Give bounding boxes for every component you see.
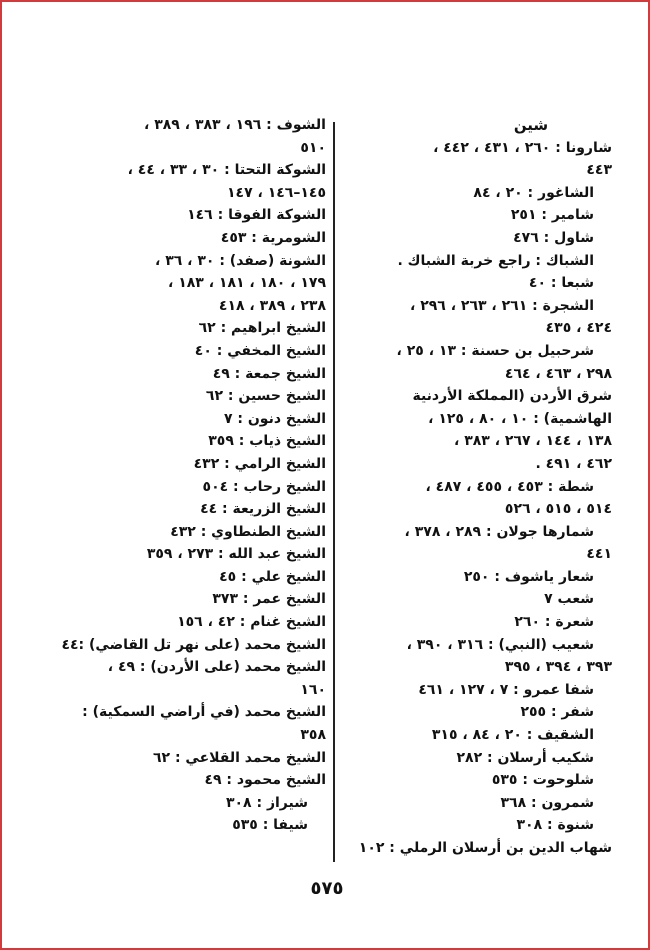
index-entry: الشيخ محمود : ٤٩ [204, 772, 326, 789]
index-entry: الشيخ ابراهيم : ٦٢ [198, 320, 326, 337]
index-entry-continuation: ٢٣٨ ، ٣٨٩ ، ٤١٨ [218, 297, 326, 314]
index-entry: الشيخ محمد (على الأردن) : ٤٩ ، [107, 659, 326, 676]
index-entry: شنوة : ٣٠٨ [516, 817, 594, 834]
index-entry: شعار ياشوف : ٢٥٠ [463, 568, 594, 585]
index-entry: الشيخ عبد الله : ٢٧٣ ، ٣٥٩ [146, 546, 326, 563]
index-entry-continuation: ١٤٥–١٤٦ ، ١٤٧ [227, 184, 326, 201]
index-entry: شهاب الدين بن أرسلان الرملي : ١٠٢ [358, 840, 612, 856]
index-entry: الشيخ المخفي : ٤٠ [194, 342, 326, 359]
index-entry: شيفا : ٥٣٥ [232, 817, 308, 834]
column-divider [333, 122, 335, 862]
index-entry-continuation: ٤٤١ [586, 546, 612, 563]
letter-heading: شين [513, 116, 549, 134]
index-entry: شعيب (النبي) : ٣١٦ ، ٣٩٠ ، [406, 636, 594, 653]
index-entry: شعرة : ٢٦٠ [514, 614, 594, 631]
index-entry: الشاغور : ٢٠ ، ٨٤ [473, 184, 594, 201]
index-entry: الشومرية : ٤٥٣ [220, 229, 326, 246]
index-entry-continuation: ٥١٠ [300, 139, 326, 156]
index-entry: شفر : ٢٥٥ [520, 704, 594, 721]
index-entry: الشقيف : ٢٠ ، ٨٤ ، ٣١٥ [431, 727, 594, 744]
index-entry: شاول : ٤٧٦ [513, 229, 594, 246]
index-entry: الشيخ الطنطاوي : ٤٣٢ [170, 523, 326, 540]
index-entry: الشوكة الفوقا : ١٤٦ [187, 207, 326, 224]
index-entry: شطة : ٤٥٣ ، ٤٥٥ ، ٤٨٧ ، [425, 478, 594, 495]
index-entry: شعب ٧ [544, 591, 594, 608]
page-number: ٥٧٥ [310, 878, 344, 899]
index-entry: الشجرة : ٢٦١ ، ٢٦٣ ، ٢٩٦ ، [410, 297, 594, 314]
index-entry-continuation: ٤٢٤ ، ٤٣٥ [545, 320, 612, 337]
index-entry-continuation: ١٣٨ ، ١٤٤ ، ٢٦٧ ، ٣٨٣ ، [454, 433, 612, 450]
index-entry: الشيخ عمر : ٣٧٣ [212, 591, 326, 608]
index-entry: الشيخ حسين : ٦٢ [205, 388, 326, 405]
index-entry-continuation: ٤٤٣ [586, 162, 612, 179]
index-entry: شارونا : ٢٦٠ ، ٤٣١ ، ٤٤٢ ، [433, 139, 612, 156]
index-entry: الشيخ غنام : ٤٢ ، ١٥٦ [177, 614, 326, 631]
index-entry: شرحبيل بن حسنة : ١٣ ، ٢٥ ، [396, 342, 594, 359]
index-entry-continuation: ٥١٤ ، ٥١٥ ، ٥٢٦ [504, 501, 612, 518]
index-entry: الشيخ الزريعة : ٤٤ [200, 501, 326, 518]
index-entry: الشوف : ١٩٦ ، ٣٨٣ ، ٣٨٩ ، [144, 117, 326, 133]
index-entry: شمارها جولان : ٢٨٩ ، ٣٧٨ ، [404, 523, 594, 540]
index-entry: الشوكة التحتا : ٣٠ ، ٣٣ ، ٤٤ ، [127, 162, 326, 179]
index-entry: الشيخ ذياب : ٣٥٩ [208, 433, 326, 450]
index-entry: شكيب أرسلان : ٢٨٢ [456, 749, 594, 766]
index-entry: شبعا : ٤٠ [528, 275, 594, 292]
index-entry: شفا عمرو : ٧ ، ١٢٧ ، ٤٦١ [418, 681, 594, 698]
index-entry: شيراز : ٣٠٨ [225, 794, 308, 811]
index-entry: شامير : ٢٥١ [510, 207, 594, 224]
index-entry-continuation: ١٦٠ [300, 681, 326, 698]
index-entry: الشيخ علي : ٤٥ [219, 568, 326, 585]
index-entry-continuation: ٤٦٢ ، ٤٩١ . [535, 455, 612, 472]
index-entry: شمرون : ٣٦٨ [500, 794, 594, 811]
index-entry: الشيخ رحاب : ٥٠٤ [202, 478, 326, 495]
index-entry: شرق الأردن (المملكة الأردنية [412, 388, 612, 405]
index-entry: الشيخ دنون : ٧ [223, 410, 326, 427]
index-entry: شلوحوت : ٥٣٥ [491, 772, 594, 789]
index-entry-continuation: ٢٩٨ ، ٤٦٣ ، ٤٦٤ [504, 365, 612, 382]
index-column-left [61, 114, 326, 837]
index-entry: الشباك : راجع خربة الشباك . [397, 252, 594, 269]
index-entry: الشيخ جمعة : ٤٩ [212, 365, 326, 382]
index-entry-continuation: الهاشمية) : ١٠ ، ٨٠ ، ١٢٥ ، [428, 410, 612, 427]
index-entry: الشونة (صفد) : ٣٠ ، ٣٦ ، [154, 252, 326, 269]
index-entry: الشيخ محمد القلاعي : ٦٢ [152, 749, 326, 766]
index-entry: الشيخ الرامي : ٤٣٢ [193, 455, 326, 472]
index-entry: الشيخ محمد (في أراضي السمكية) : [82, 704, 326, 721]
index-entry-continuation: ٣٩٣ ، ٣٩٤ ، ٣٩٥ [504, 659, 612, 676]
index-entry-continuation: ١٧٩ ، ١٨٠ ، ١٨١ ، ١٨٣ ، [168, 275, 326, 292]
index-column-right [350, 114, 612, 860]
index-entry: الشيخ محمد (على نهر تل القاضي) :٤٤ [61, 636, 326, 653]
index-entry-continuation: ٣٥٨ [300, 727, 326, 744]
